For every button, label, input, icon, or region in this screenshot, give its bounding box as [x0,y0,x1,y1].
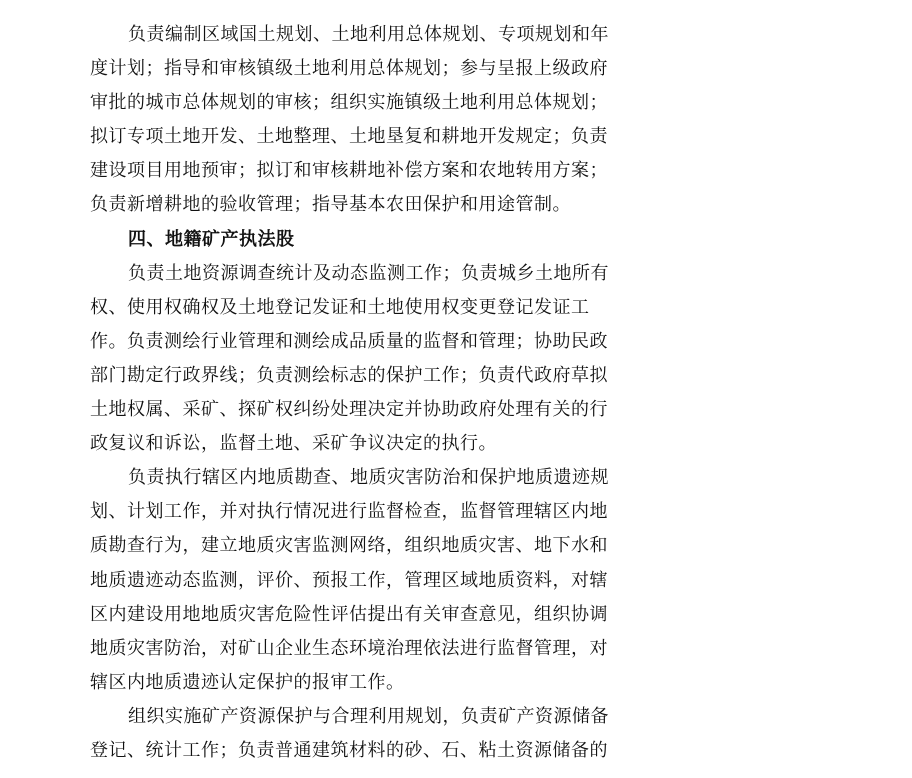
paragraph-line: 负责编制区域国土规划、土地利用总体规划、专项规划和年 [128,24,609,45]
paragraph-line: 负责新增耕地的验收管理；指导基本农田保护和用途管制。 [90,194,571,216]
paragraph-line: 建设项目用地预审；拟订和审核耕地补偿方案和农地转用方案； [90,160,608,182]
paragraph-line: 土地权属、采矿、探矿权纠纷处理决定并协助政府处理有关的行 [90,399,608,421]
paragraph-line: 地质遗迹动态监测，评价、预报工作，管理区域地质资料，对辖 [90,569,608,591]
paragraph-line: 政复议和诉讼，监督土地、采矿争议决定的执行。 [90,433,497,455]
paragraph-line: 部门勘定行政界线；负责测绘标志的保护工作；负责代政府草拟 [90,364,608,386]
paragraph-line: 登记、统计工作；负责普通建筑材料的砂、石、粘土资源储备的 [90,739,608,761]
paragraph-line: 权、使用权确权及土地登记发证和土地使用权变更登记发证工 [90,296,590,318]
paragraph-line: 负责执行辖区内地质勘查、地质灾害防治和保护地质遗迹规 [128,467,609,489]
paragraph-line: 划、计划工作，并对执行情况进行监督检查，监督管理辖区内地 [90,501,608,523]
paragraph-line: 作。负责测绘行业管理和测绘成品质量的监督和管理；协助民政 [90,330,608,352]
paragraph-line: 度计划；指导和审核镇级土地利用总体规划；参与呈报上级政府 [90,58,608,80]
paragraph-line: 审批的城市总体规划的审核；组织实施镇级土地利用总体规划； [90,92,608,114]
paragraph-line: 拟订专项土地开发、土地整理、土地垦复和耕地开发规定；负责 [90,126,608,148]
paragraph-line: 组织实施矿产资源保护与合理利用规划，负责矿产资源储备 [128,705,609,727]
paragraph-line: 区内建设用地地质灾害危险性评估提出有关审查意见，组织协调 [90,603,608,625]
paragraph-line: 负责土地资源调查统计及动态监测工作；负责城乡土地所有 [128,262,609,284]
paragraph-line: 质勘查行为，建立地质灾害监测网络，组织地质灾害、地下水和 [90,535,608,557]
paragraph-line: 地质灾害防治，对矿山企业生态环境治理依法进行监督管理，对 [90,637,608,659]
paragraph-line: 辖区内地质遗迹认定保护的报审工作。 [90,671,405,693]
section-heading: 四、地籍矿产执法股 [128,228,295,250]
document-body [90,18,610,768]
